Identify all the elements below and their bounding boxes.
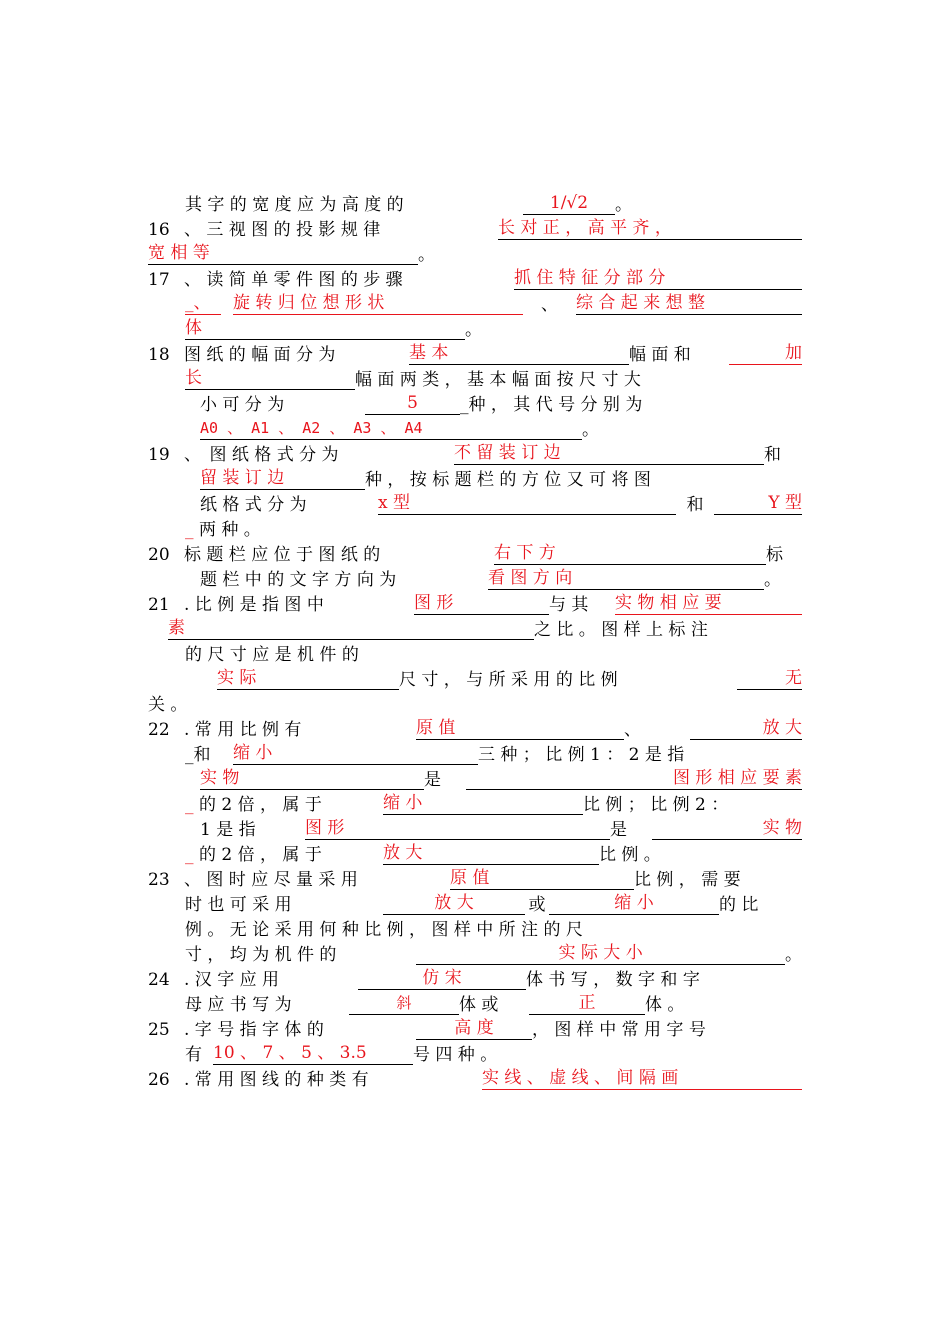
text-line (200, 465, 802, 490)
question-text: 1 是 指 (200, 820, 256, 840)
question-22 (148, 715, 802, 740)
answer-blank: 素 (168, 613, 534, 640)
question-23 (148, 865, 788, 890)
question-number: 17 (148, 270, 170, 290)
text-line (185, 365, 802, 390)
answer-blank: 体 (185, 313, 465, 340)
text-line (217, 665, 802, 690)
text-line (148, 690, 788, 715)
question-text: 图 纸 的 幅 面 分 为 (184, 345, 336, 365)
question-text: 三 种 ； 比 例 1 ： 2 是 指 (478, 745, 685, 765)
question-text: 幅 面 两 类 ， 基 本 幅 面 按 尺 寸 大 (355, 370, 641, 390)
answer-blank: A0 、 A1 、 A2 、 A3 、 A4 (200, 417, 582, 440)
question-text: 母 应 书 写 为 (185, 995, 292, 1015)
answer-blank: 缩 小 (383, 788, 583, 815)
punct: 。 (764, 570, 781, 590)
question-text: 比 例 。 (599, 845, 661, 865)
answer-blank: 放 大 (383, 888, 525, 915)
question-text: . 常 用 比 例 有 (184, 720, 302, 740)
text-line (148, 240, 788, 265)
question-text: 比 例 ， 需 要 (634, 870, 741, 890)
question-text: . 比 例 是 指 图 中 (184, 595, 324, 615)
question-21 (148, 590, 802, 615)
text-line (185, 1040, 802, 1065)
text-line (185, 640, 802, 665)
question-text: _种 ， 其 代 号 分 别 为 (460, 395, 643, 415)
question-17 (148, 265, 802, 290)
answer-blank: 长 (185, 363, 355, 390)
punct: 、 (624, 720, 641, 740)
question-number: 21 (148, 595, 170, 615)
answer-blank: 图 形 (305, 813, 610, 840)
answer-blank: 5 (365, 393, 460, 415)
question-text: 与 其 (549, 595, 589, 615)
question-text: 的 2 倍 ， 属 于 (199, 795, 322, 815)
text-line (200, 565, 802, 590)
answer-blank: 不 留 装 订 边 (454, 438, 764, 465)
question-text: 之 比 。 图 样 上 标 注 (534, 620, 708, 640)
answer-blank: 右 下 方 (494, 538, 766, 565)
text-line (185, 740, 802, 765)
question-text: 、 三 视 图 的 投 影 规 律 (184, 220, 381, 240)
answer-blank: _ (185, 845, 194, 865)
text-line (185, 190, 802, 215)
line-text (185, 190, 515, 215)
answer-blank: 实 物 (200, 763, 424, 790)
question-25 (148, 1015, 788, 1040)
question-16 (148, 215, 802, 240)
answer-blank: 10 、 7 、 5 、 3.5 (213, 1038, 413, 1065)
text-line (185, 940, 802, 965)
text-line (185, 840, 802, 865)
question-text: 寸 ， 均 为 机 件 的 (185, 945, 337, 965)
text-line (185, 790, 802, 815)
answer-blank: 实 线 、 虚 线 、 间 隔 画 (482, 1063, 802, 1090)
question-text: 、 图 纸 格 式 分 为 (184, 445, 339, 465)
question-text: 标 题 栏 应 位 于 图 纸 的 (184, 545, 381, 565)
answer-fraction: 1/√2 (523, 193, 615, 215)
question-number: 18 (148, 345, 170, 365)
punct: 。 (785, 945, 802, 965)
question-text: 或 (528, 895, 546, 915)
punct: 。 (582, 420, 599, 440)
answer-blank: 原 值 (450, 863, 634, 890)
answer-blank: _ (185, 795, 194, 815)
punct: 、 (541, 295, 558, 315)
answer-blank: 实 际 大 小 (416, 938, 785, 965)
answer-blank: 高 度 (416, 1013, 532, 1040)
answer-blank: 宽 相 等 (148, 238, 418, 265)
question-text: 和 (686, 495, 704, 515)
answer-blank: 留 装 订 边 (200, 463, 365, 490)
question-text: . 汉 字 应 用 (184, 970, 280, 990)
text-line (200, 490, 802, 515)
answer-blank: 无 (737, 663, 802, 690)
question-text: 种 ， 按 标 题 栏 的 方 位 又 可 将 图 (365, 470, 651, 490)
question-text: 尺 寸 ， 与 所 采 用 的 比 例 (399, 670, 618, 690)
text-line (200, 765, 802, 790)
punct: 。 (418, 245, 435, 265)
question-number: 25 (148, 1020, 170, 1040)
answer-blank: _ (185, 520, 194, 540)
answer-blank: 综 合 起 来 想 整 (576, 288, 802, 315)
answer-blank: 实 物 相 应 要 (615, 588, 802, 615)
text-line (185, 515, 802, 540)
question-text: 体 或 (459, 995, 499, 1015)
answer-blank: 图 形 (414, 588, 549, 615)
punct: 。 (465, 320, 482, 340)
question-text: 的 比 (719, 895, 759, 915)
question-text: 标 (766, 545, 783, 565)
question-text: 、 图 时 应 尽 量 采 用 (184, 870, 358, 890)
text-line (168, 615, 802, 640)
question-text: 关 。 (148, 695, 188, 715)
answer-blank: Y 型 (714, 488, 802, 515)
answer-blank: 缩 小 (233, 738, 478, 765)
question-19 (148, 440, 802, 465)
punct: 。 (615, 195, 632, 215)
question-text: 题 栏 中 的 文 字 方 向 为 (200, 570, 397, 590)
question-number: 20 (148, 545, 170, 565)
question-text: _和 (185, 745, 211, 765)
question-number: 16 (148, 220, 170, 240)
question-text: 其 字 的 宽 度 应 为 高 度 的 (185, 195, 404, 215)
answer-blank: 抓 住 特 征 分 部 分 (514, 263, 802, 290)
question-text: 的 2 倍 ， 属 于 (199, 845, 322, 865)
question-text: 体 。 (645, 995, 685, 1015)
answer-blank: 放 大 (690, 713, 802, 740)
text-line (200, 815, 802, 840)
text-line (185, 990, 802, 1015)
question-20 (148, 540, 788, 565)
question-text: 体 书 写 ， 数 字 和 字 (526, 970, 700, 990)
question-text: 比 例 ； 比 例 2 ： (583, 795, 729, 815)
answer-blank: 旋 转 归 位 想 形 状 (233, 288, 523, 315)
text-line (185, 890, 802, 915)
question-text: ， 图 样 中 常 用 字 号 (532, 1020, 706, 1040)
question-text: 的 尺 寸 应 是 机 件 的 (185, 645, 359, 665)
answer-blank: 正 (529, 988, 645, 1015)
question-26 (148, 1065, 802, 1090)
answer-blank: 实 际 (217, 663, 399, 690)
question-number: 24 (148, 970, 170, 990)
answer-blank: 缩 小 (549, 888, 719, 915)
question-text: 幅 面 和 (629, 345, 691, 365)
answer-blank: 看 图 方 向 (488, 563, 764, 590)
answer-blank: 图 形 相 应 要 素 (466, 763, 802, 790)
question-text: 例 。 无 论 采 用 何 种 比 例 ， 图 样 中 所 注 的 尺 (185, 920, 583, 940)
question-text: 和 (764, 445, 781, 465)
answer-blank: _、 (185, 288, 221, 315)
text-line (185, 915, 802, 940)
answer-blank: 加 (729, 338, 802, 365)
text-line (200, 390, 802, 415)
answer-blank: 仿 宋 (358, 963, 526, 990)
question-number: 26 (148, 1070, 170, 1090)
text-line (200, 415, 802, 440)
question-text: 号 四 种 。 (413, 1045, 498, 1065)
answer-blank: 原 值 (416, 713, 624, 740)
question-text: 有 (185, 1045, 202, 1065)
question-text: . 常 用 图 线 的 种 类 有 (184, 1070, 369, 1090)
question-18 (148, 340, 802, 365)
question-text: 两 种 。 (199, 520, 261, 540)
text-line (185, 290, 802, 315)
text-line (185, 315, 802, 340)
answer-blank: 长 对 正 ， 高 平 齐 ， (498, 213, 802, 240)
question-text: 小 可 分 为 (200, 395, 285, 415)
question-number: 23 (148, 870, 170, 890)
question-number: 19 (148, 445, 170, 465)
answer-blank: 斜 (349, 992, 459, 1015)
question-number: 22 (148, 720, 170, 740)
answer-blank: 基 本 (409, 338, 629, 365)
answer-blank: 放 大 (383, 838, 599, 865)
answer-blank: x 型 (378, 488, 676, 515)
question-text: 是 (610, 820, 627, 840)
question-text: 纸 格 式 分 为 (200, 495, 307, 515)
question-text: 是 (424, 770, 441, 790)
question-text: . 字 号 指 字 体 的 (184, 1020, 324, 1040)
question-text: 、 读 简 单 零 件 图 的 步 骤 (184, 270, 403, 290)
answer-blank: 实 物 (652, 813, 802, 840)
question-24 (148, 965, 788, 990)
question-text: 时 也 可 采 用 (185, 895, 292, 915)
